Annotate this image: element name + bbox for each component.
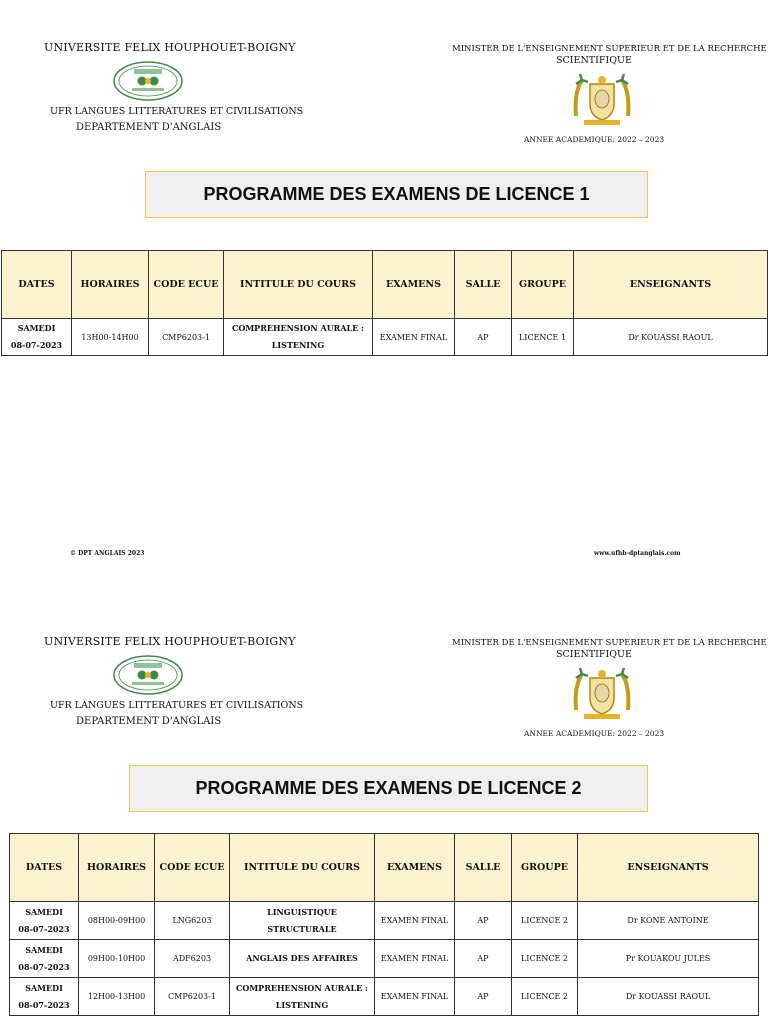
cell-time: 13H00-14H00 [72,319,149,356]
cell-teacher: Pr KOUAKOU JULES [578,940,759,978]
column-header-code-ecue: CODE ECUE [149,251,224,319]
cell-course: COMPREHENSION AURALE : LISTENING [230,978,375,1016]
cell-course: LINGUISTIQUE STRUCTURALE [230,902,375,940]
column-header-enseignants: ENSEIGNANTS [578,834,759,902]
cell-group: LICENCE 2 [512,978,578,1016]
column-header-groupe: GROUPE [512,251,574,319]
ufr-name: UFR LANGUES LITTERATURES ET CIVILISATIONS [50,700,304,711]
column-header-enseignants: ENSEIGNANTS [574,251,768,319]
table-row [10,902,759,940]
table-row [10,940,759,978]
university-seal-logo [112,60,184,102]
university-name: UNIVERSITE FELIX HOUPHOUET-BOIGNY [44,635,296,648]
table-row [2,319,768,356]
cell-time: 09H00-10H00 [79,940,155,978]
cell-code: ADF6203 [155,940,230,978]
cell-date: SAMEDI 08-07-2023 [2,319,72,356]
ministry-line-1: MINISTER DE L'ENSEIGNEMENT SUPERIEUR ET DE LA RECHERCHE [452,44,767,54]
cell-room: AP [455,319,512,356]
column-header-horaires: HORAIRES [72,251,149,319]
cell-time: 12H00-13H00 [79,978,155,1016]
cell-date: SAMEDI 08-07-2023 [10,940,79,978]
cell-group: LICENCE 1 [512,319,574,356]
ivory-coast-coat-of-arms [570,666,634,722]
column-header-horaires: HORAIRES [79,834,155,902]
cell-room: AP [455,940,512,978]
column-header-dates: DATES [2,251,72,319]
ministry-line-2: SCIENTIFIQUE [556,55,632,66]
ivory-coast-coat-of-arms [570,72,634,128]
cell-exam: EXAMEN FINAL [375,902,455,940]
cell-exam: EXAMEN FINAL [375,940,455,978]
table-row [10,978,759,1016]
cell-group: LICENCE 2 [512,902,578,940]
column-header-intitule: INTITULE DU COURS [224,251,373,319]
footer-website: www.ufhb-dptanglais.com [594,550,681,557]
ministry-line-1: MINISTER DE L'ENSEIGNEMENT SUPERIEUR ET DE LA RECHERCHE [452,638,767,648]
cell-room: AP [455,978,512,1016]
exam-schedule-table-licence-1 [1,250,768,356]
cell-course: ANGLAIS DES AFFAIRES [230,940,375,978]
cell-group: LICENCE 2 [512,940,578,978]
department-name: DEPARTEMENT D'ANGLAIS [76,716,222,727]
footer-copyright: © DPT ANGLAIS 2023 [70,550,145,557]
department-name: DEPARTEMENT D'ANGLAIS [76,122,222,133]
university-name: UNIVERSITE FELIX HOUPHOUET-BOIGNY [44,41,296,54]
column-header-examens: EXAMENS [373,251,455,319]
column-header-salle: SALLE [455,834,512,902]
column-header-examens: EXAMENS [375,834,455,902]
cell-time: 08H00-09H00 [79,902,155,940]
cell-code: CMP6203-1 [155,978,230,1016]
academic-year: ANNEE ACADEMIQUE: 2022 – 2023 [524,729,665,738]
table-header-row [10,834,759,902]
ministry-name [452,43,767,67]
table-header-row [2,251,768,319]
column-header-salle: SALLE [455,251,512,319]
cell-teacher: Dr KOUASSI RAOUL [574,319,768,356]
cell-date: SAMEDI 08-07-2023 [10,978,79,1016]
cell-teacher: Dr KONE ANTOINE [578,902,759,940]
academic-year: ANNEE ACADEMIQUE: 2022 – 2023 [524,135,665,144]
exam-schedule-table-licence-2 [9,833,759,1016]
column-header-code-ecue: CODE ECUE [155,834,230,902]
cell-code: CMP6203-1 [149,319,224,356]
cell-exam: EXAMEN FINAL [375,978,455,1016]
cell-code: LNG6203 [155,902,230,940]
column-header-dates: DATES [10,834,79,902]
cell-date: SAMEDI 08-07-2023 [10,902,79,940]
column-header-groupe: GROUPE [512,834,578,902]
column-header-intitule: INTITULE DU COURS [230,834,375,902]
ufr-name: UFR LANGUES LITTERATURES ET CIVILISATIONS [50,106,304,117]
cell-teacher: Dr KOUASSI RAOUL [578,978,759,1016]
cell-room: AP [455,902,512,940]
ministry-line-2: SCIENTIFIQUE [556,649,632,660]
cell-exam: EXAMEN FINAL [373,319,455,356]
ministry-name [452,637,767,661]
page-title-licence-2: PROGRAMME DES EXAMENS DE LICENCE 2 [129,765,648,812]
university-seal-logo [112,654,184,696]
page-title-licence-1: PROGRAMME DES EXAMENS DE LICENCE 1 [145,171,648,218]
cell-course: COMPREHENSION AURALE : LISTENING [224,319,373,356]
